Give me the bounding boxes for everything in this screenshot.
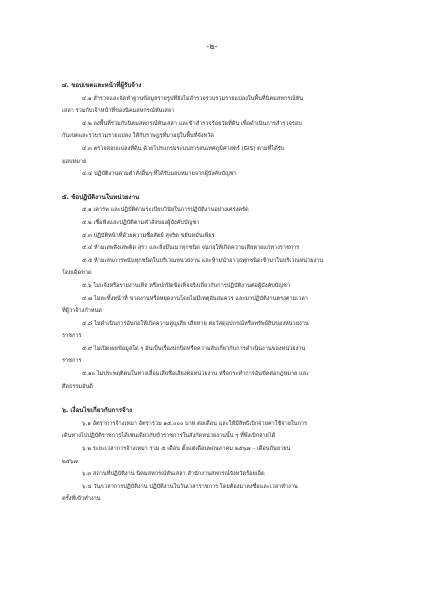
list-item: ๕.๑ เคารพ และปฏิบัติตามระเบียบวินัยในการปฏิบัติงานอย่างเคร่งครัด xyxy=(82,207,249,214)
paragraph: ๔.๑ สำรวจและจัดทำฐานข้อมูลรายรูปที่ยังไม่สำรวจรวบรวมรายแปลงในพื้นที่นิคมสหกรณ์หัน xyxy=(82,95,304,102)
list-item: ๕.๘ ไม่ดำเนินการอันก่อให้เกิดความสูญเสีย เสียหาย ต่อวัสดุอุปกรณ์หรือทรัพย์สินของหน่วยงาน xyxy=(82,320,309,327)
list-item: ๕.๑๐ ไม่ประพฤติตนในทางเสื่อมเสียชื่อเสียงต่อหน่วยงาน หรือกระทำการอันขัดต่อกฎหมาย และ xyxy=(82,371,310,378)
list-item: ๕.๔ ห้ามเสพสิ่งเสพติด สุรา และสิ่งมึนเมาทุกชนิด จนก่อให้เกิดความเสียหายแก่ทางราชการ xyxy=(82,245,300,252)
list-item: ๕.๙ ไม่เปิดเผยข้อมูลใด ๆ อันเป็นเรื่องปกปิดหรือความลับเกี่ยวกับการดำเนินงานของหน่วยงาน xyxy=(82,345,306,352)
list-item: ๖.๒ ระยะเวลาการจ้างเหมา รวม ๕ เดือน ตั้งแต่เดือนพฤษภาคม ๒๕๖๗ – เดือนกันยายน xyxy=(82,446,291,453)
paragraph-continuation: กันเขตและรวบรวมรายแปลง ให้กับราษฎรที่มาอยู่ในพื้นที่จังหวัด xyxy=(62,133,214,140)
list-item-continuation: ราชการ xyxy=(62,333,82,340)
document-body xyxy=(62,80,362,506)
list-item-continuation: ครั้งที่เข้าทำงาน xyxy=(62,496,101,503)
section-heading: ๔. ขอบเขตและหน้าที่ผู้รับจ้าง xyxy=(62,82,142,89)
page-number: -๒- xyxy=(206,42,218,51)
paragraph-continuation: เสลา ร่วมกับเจ้าหน้าที่ของนิคมสหกรณ์หันเสลา xyxy=(62,108,175,115)
paragraph: ๔.๓ ตรวจสอบแปลงที่ดิน ด้วยโปรแกรมระบบสารสนเทศภูมิศาสตร์ (GIS) ตามที่ได้รับ xyxy=(82,145,285,152)
list-item-continuation: โดยเด็ดขาด xyxy=(62,270,92,277)
list-item-continuation: ราชการ xyxy=(62,358,82,365)
list-item-continuation: ที่ผู้ว่าจ้างกำหนด xyxy=(62,308,103,315)
list-item-continuation: เดินทางไปปฏิบัติราชการได้เช่นเดียวกับข้าราชการในสังกัดหน่วยงานนั้น ๆ ที่พึงเบิกจ่ายได้ xyxy=(62,433,276,440)
list-item: ๖.๑ อัตราการจ้างเหมา อัตรารวม ๑๕,๐๐๐ บาท ต่อเดือน และให้มีสิทธิเบิกจ่ายค่าใช้จ่ายในการ xyxy=(82,420,308,427)
list-item: ๕.๕ ห้ามเล่นการพนันทุกชนิดในบริเวณหน่วยงาน และห้ามนำอาวุธทุกชนิดเข้ามาในบริเวณหน่วยงาน xyxy=(82,257,324,264)
paragraph: ๔.๒ ลงพื้นที่ร่วมกับนิคมสหกรณ์หันเสลา และข้าสำรวจร้อยวัดที่ดิน เพื่อดำเนินการสำรวจรอบ xyxy=(82,120,302,127)
list-item: ๕.๓ ปฏิบัติหน้าที่ด้วยความซื่อสัตย์ สุจริต ขยันหมั่นเพียร xyxy=(82,232,215,239)
list-item: ๖.๔ วัน/เวลาการปฏิบัติงาน ปฏิบัติงานในวันเวลาราชการ โดยต้องมาลงชื่อและเวลาทำงาน xyxy=(82,483,298,490)
paragraph: ๔.๔ ปฏิบัติงานตามคำสั่งอื่นๆ ที่ได้รับมอบหมายจากผู้บังคับบัญชา xyxy=(82,171,237,178)
list-item: ๖.๓ สถานที่ปฏิบัติงาน นิคมสหกรณ์หันเสลา สำนักงานสหกรณ์จังหวัดร้อยเอ็ด xyxy=(82,471,265,478)
list-item: ๕.๒ เชื่อฟังและปฏิบัติตามคำสั่งของผู้บังคับบัญชา xyxy=(82,219,200,226)
paragraph-continuation: มอบหมาย xyxy=(62,158,87,165)
list-item-continuation: ศีลธรรมอันดี xyxy=(62,383,93,390)
list-item: ๕.๗ ไม่ละทิ้งหน้าที่ ขาดงานหรือหยุดงานโดยไม่มีเหตุอันสมควร และมาปฏิบัติงานตรงตามเวลา xyxy=(82,295,308,302)
list-item-continuation: ๒๕๖๗ xyxy=(62,458,78,465)
section-heading: ๕. ข้อปฏิบัติงานในหน่วยงาน xyxy=(62,193,140,201)
list-item: ๕.๖ ไม่แจ้งหรือรายงานเท็จ หรือปกปิดข้อเท็จจริงเกี่ยวกับการปฏิบัติงานต่อผู้บังคับบัญชา xyxy=(82,282,290,289)
section-heading: ๖. เงื่อนไขเกี่ยวกับการจ้าง xyxy=(62,407,133,415)
